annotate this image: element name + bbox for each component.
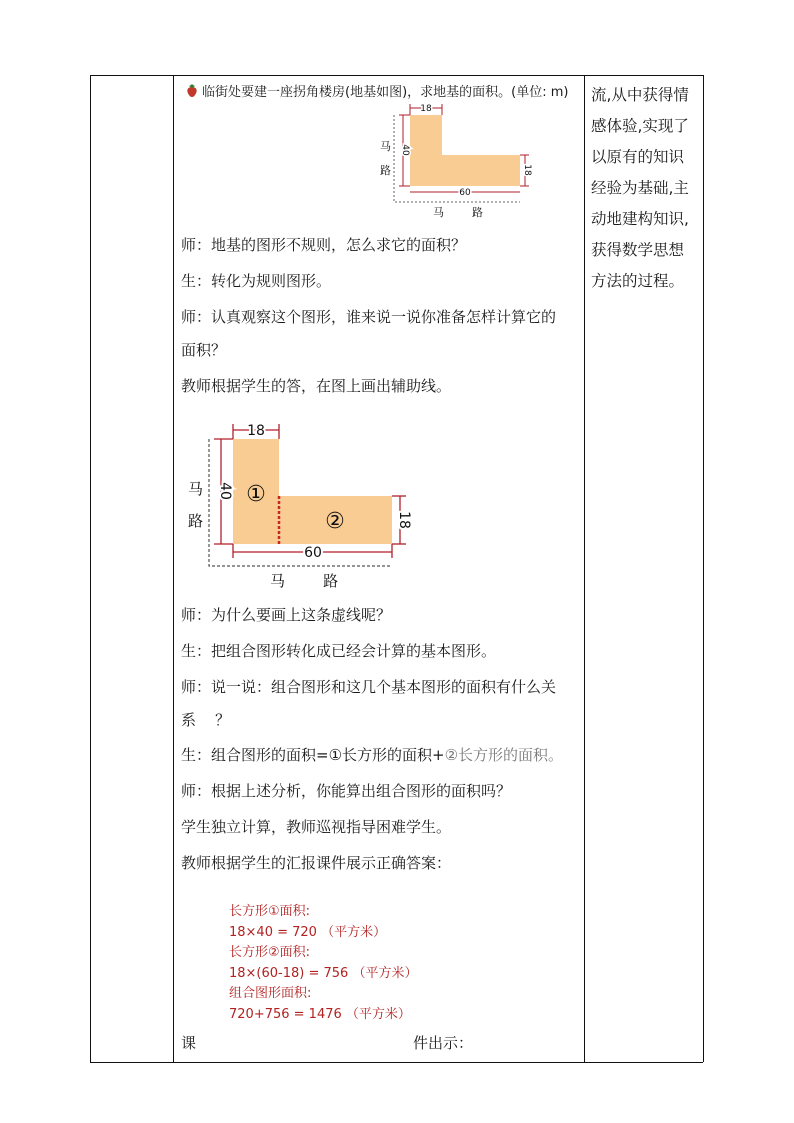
dialogue-line: 师：为什么要画上这条虚线呢？ (181, 606, 392, 624)
answer-line: 720+756 = 1476 （平方米） (229, 1006, 411, 1022)
big-lot-figure (180, 418, 420, 593)
answer-line: 组合图形面积: (229, 986, 312, 1001)
small-left-height: 40 (400, 144, 410, 156)
big-top-width: 18 (247, 423, 265, 439)
table-border-col2 (584, 75, 585, 1062)
big-right-height: 18 (396, 511, 412, 529)
small-road-left-1: 马 (380, 140, 391, 153)
big-bottom-width: 60 (304, 545, 322, 561)
dialogue-line: 学生独立计算，教师巡视指导困难学生。 (181, 818, 452, 836)
right-column-notes (591, 80, 701, 297)
dialogue-line: 生：把组合图形转化成已经会计算的基本图形。 (181, 642, 497, 660)
dialogue-line: 师：地基的图形不规则，怎么求它的面积？ (181, 236, 467, 254)
big-road-left-1: 马 (188, 480, 204, 498)
note-line: 获得数学思想 (591, 241, 685, 259)
note-line: 以原有的知识 (591, 148, 685, 166)
small-lot-shape (410, 115, 520, 186)
small-top-width: 18 (420, 104, 432, 114)
region-1-label: ① (246, 482, 266, 507)
formula-prefix: 生：组合图形的面积=①长方形的面积+ (181, 746, 445, 764)
note-line: 流,从中获得情 (591, 86, 689, 104)
big-road-bottom: 马 路 (270, 572, 339, 590)
footer-right-text: 件出示： (413, 1034, 474, 1052)
note-line: 经验为基础,主 (591, 179, 689, 197)
answer-line: 18×(60-18) = 756 （平方米） (229, 965, 418, 981)
small-right-height: 18 (522, 164, 532, 176)
dialogue-line: 面积？ (181, 341, 227, 359)
dialogue-line: 系 ？ (181, 711, 231, 729)
small-road-left-2: 路 (380, 164, 391, 177)
dialogue-line: 师：说一说：组合图形和这几个基本图形的面积有什么关 (181, 678, 557, 696)
answer-block (229, 902, 417, 1025)
big-road-left-2: 路 (188, 512, 204, 530)
note-line: 方法的过程。 (591, 272, 685, 290)
dialogue-line: 师：认真观察这个图形，谁来说一说你准备怎样计算它的 (181, 308, 557, 326)
dialogue-line: 教师根据学生的汇报课件展示正确答案： (181, 854, 452, 872)
note-line: 动地建构知识, (591, 210, 689, 228)
dialogue-line: 教师根据学生的答，在图上画出辅助线。 (181, 377, 452, 395)
big-left-height: 40 (217, 482, 233, 500)
answer-line: 长方形①面积: (229, 904, 311, 919)
region-2-label: ② (325, 509, 345, 534)
table-border-col1 (173, 75, 174, 1062)
footer-left-text: 课 (181, 1034, 197, 1052)
note-line: 感体验,实现了 (591, 117, 689, 135)
dialogue-line: 生：转化为规则图形。 (181, 272, 332, 290)
small-bottom-width: 60 (459, 188, 471, 198)
table-border-right (703, 75, 704, 1062)
small-road-bottom: 马 路 (433, 206, 483, 219)
table-border-left (90, 75, 91, 1062)
dialogue-line: 师：根据上述分析，你能算出组合图形的面积吗？ (181, 782, 512, 800)
answer-line: 18×40 = 720 （平方米） (229, 924, 387, 940)
small-lot-figure (370, 98, 540, 223)
problem-text: 临街处要建一座拐角楼房(地基如图)，求地基的面积。(单位: m) (202, 85, 569, 100)
strawberry-icon (186, 84, 198, 97)
formula-line (181, 744, 563, 765)
formula-suffix: ②长方形的面积。 (444, 746, 564, 764)
answer-line: 长方形②面积: (229, 945, 311, 960)
